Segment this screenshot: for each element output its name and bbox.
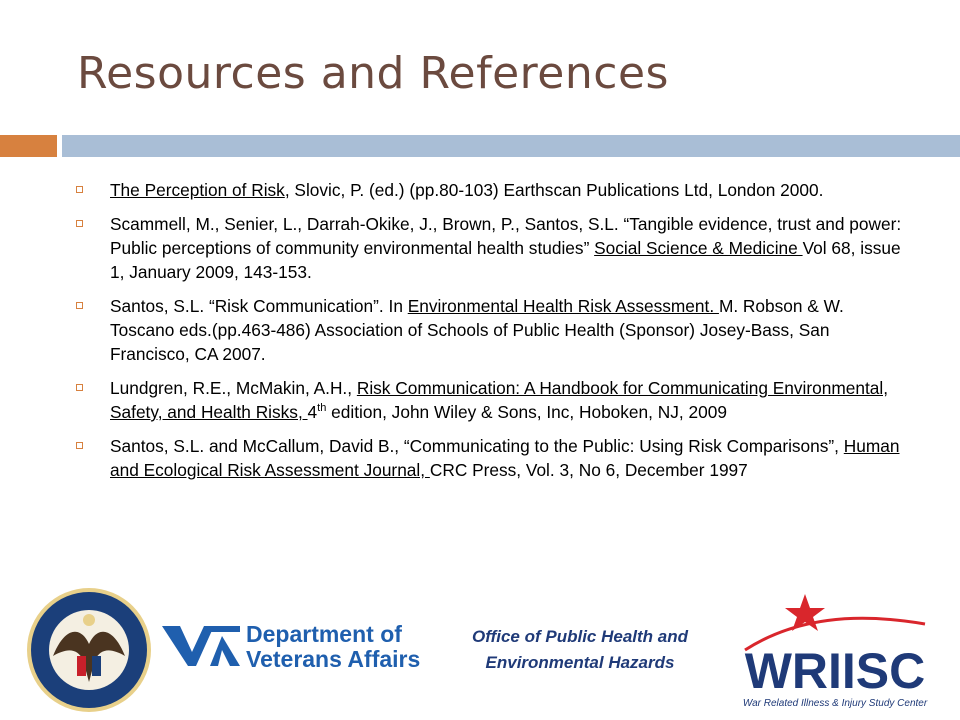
va-wordmark-line: Department of: [246, 621, 402, 647]
office-name-line: Environmental Hazards: [485, 653, 675, 672]
reference-title-link[interactable]: The Perception of Risk: [110, 180, 285, 200]
reference-text: Santos, S.L. and McCallum, David B., “Communicating to the Public: Using Risk Comparisons”,: [110, 436, 844, 456]
reference-book-link[interactable]: Environmental Health Risk Assessment.: [407, 296, 719, 316]
square-bullet-icon: [76, 186, 83, 193]
reference-list: [76, 178, 906, 492]
reference-item: [76, 294, 906, 366]
footer: [0, 580, 960, 720]
reference-item: [76, 178, 906, 202]
reference-journal-link[interactable]: Human and Ecological Risk Assessment Journal,: [110, 436, 900, 480]
wriisc-wordmark: WRIISC: [744, 643, 926, 699]
reference-text: 4: [307, 402, 318, 422]
reference-book-link[interactable]: Risk Communication: A Handbook for Communicating Environmental, Safety, and Health Risks,: [110, 378, 889, 422]
reference-text: Santos, S.L. “Risk Communication”. In: [110, 296, 408, 316]
reference-text: edition, John Wiley & Sons, Inc, Hoboken, NJ, 2009: [326, 402, 727, 422]
reference-text: M. Robson & W. Toscano eds.(pp.463-486) Association of Schools of Public Health (Sponsor) Josey-Bass, San Francisco, CA 2007.: [110, 296, 844, 364]
accent-bar-orange: [0, 135, 57, 157]
va-wordmark: [246, 622, 420, 672]
square-bullet-icon: [76, 220, 83, 227]
reference-text: Vol 68, issue 1, January 2009, 143-153.: [110, 238, 901, 282]
wriisc-tagline: War Related Illness & Injury Study Center: [742, 698, 928, 709]
va-seal-logo: [25, 586, 153, 714]
reference-text: Lundgren, R.E., McMakin, A.H.,: [110, 378, 357, 398]
reference-journal-link[interactable]: Social Science & Medicine: [594, 238, 803, 258]
reference-item: [76, 212, 906, 284]
reference-item: [76, 376, 906, 424]
reference-text: , Slovic, P. (ed.) (pp.80-103) Earthscan Publications Ltd, London 2000.: [284, 180, 824, 200]
square-bullet-icon: [76, 302, 83, 309]
slide-title: Resources and References: [77, 48, 669, 99]
reference-item: [76, 434, 906, 482]
reference-text: Scammell, M., Senier, L., Darrah-Okike, J., Brown, P., Santos, S.L. “Tangible evidence, trust and power: Public perceptions of community environmental health studies”: [110, 214, 902, 258]
square-bullet-icon: [76, 384, 83, 391]
va-chevron-logo: [160, 622, 242, 670]
office-name: [450, 624, 710, 676]
superscript: th: [317, 402, 327, 415]
office-name-line: Office of Public Health and: [472, 627, 688, 646]
accent-bar-blue: [62, 135, 960, 157]
wriisc-logo: [735, 588, 935, 712]
reference-text: CRC Press, Vol. 3, No 6, December 1997: [429, 460, 748, 480]
va-wordmark-line: Veterans Affairs: [246, 646, 421, 672]
square-bullet-icon: [76, 442, 83, 449]
